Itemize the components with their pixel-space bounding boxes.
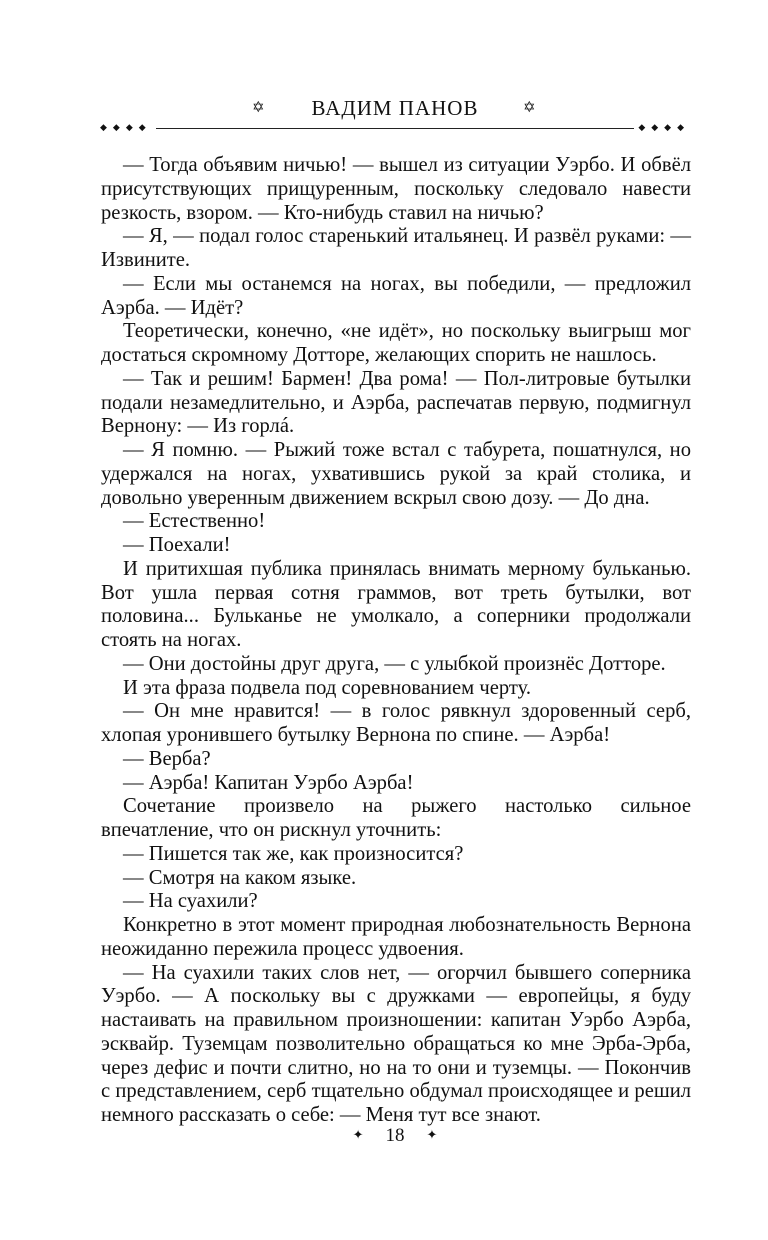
paragraph: — Так и решим! Бармен! Два рома! — Пол-литровые бутылки подали незамедлительно, и Аэрба, распечатав первую, подмигнул Вернону: — Из горлá. [101, 367, 691, 438]
paragraph: — Тогда объявим ничью! — вышел из ситуации Уэрбо. И обвёл присутствующих прищуренным, поскольку следовало навести резкость, взором. — Кто-нибудь ставил на ничью? [101, 154, 691, 224]
body-text [101, 154, 691, 1128]
paragraph: — Они достойны друг друга, — с улыбкой произнёс Дотторе. [123, 652, 666, 675]
paragraph: Сочетание произвело на рыжего настолько сильное впечатление, что он рискнул уточнить: [101, 795, 691, 841]
paragraph: — Если мы останемся на ногах, вы победили, — предложил Аэрба. — Идёт? [101, 272, 691, 319]
paragraph: — Пишется так же, как произносится? [123, 842, 464, 865]
paragraph: — На суахили? [123, 890, 258, 913]
paragraph: — Поехали! [123, 534, 231, 556]
star-ornament-right: ✡ [523, 100, 536, 116]
paragraph: — Естественно! [123, 510, 266, 533]
paragraph: — Верба? [123, 747, 211, 770]
paragraph: — Я, — подал голос старенький итальянец. И развёл руками: — Извините. [101, 225, 691, 271]
dots-ornament-left: ◆◆◆◆ [100, 120, 156, 134]
paragraph: И эта фраза подвела под соревнованием черту. [123, 676, 531, 699]
paragraph: — Аэрба! Капитан Уэрбо Аэрба! [123, 771, 414, 794]
paragraph: — На суахили таких слов нет, — огорчил бывшего соперника Уэрбо. — А поскольку вы с дружками — европейцы, я буду настаивать на правильном произношении: капитан Уэрбо Аэрба, эсквайр. Туземцам позволительно обращаться ко мне Эрба-Эрба, через дефис и почти слитно, но на то они и туземцы. — Покончив с представлением, серб тщательно обдумал происходящее и решил немного рассказать о себе: — Меня тут все знают. [101, 961, 691, 1126]
paragraph: — Я помню. — Рыжий тоже встал с табурета, пошатнулся, но удержался на ногах, ухватившись рукой за край столика, и довольно уверенным движением вскрыл свою дозу. — До дна. [101, 439, 691, 509]
paragraph: Конкретно в этот момент природная любознательность Вернона неожиданно пережила процесс удвоения. [101, 914, 691, 960]
diamond-ornament-right: ✦ [426, 1127, 438, 1142]
paragraph: И притихшая публика принялась внимать мерному бульканью. Вот ушла первая сотня граммов, вот треть бутылки, вот половина... Бульканье не умолкало, а соперники продолжали стоять на ногах. [101, 557, 691, 651]
diamond-ornament-left: ✦ [352, 1127, 364, 1142]
page-footer [100, 1125, 690, 1147]
paragraph: Теоретически, конечно, «не идёт», но поскольку выигрыш мог достаться скромному Дотторе, желающих спорить не нашлось. [101, 320, 691, 366]
paragraph: — Смотря на каком языке. [123, 866, 357, 889]
running-header [100, 92, 690, 142]
star-ornament-left: ✡ [252, 100, 265, 116]
header-rule [100, 128, 690, 129]
author-name: ВАДИМ ПАНОВ [311, 96, 479, 120]
dots-ornament-right: ◆◆◆◆ [634, 120, 690, 134]
paragraph: — Он мне нравится! — в голос рявкнул здоровенный серб, хлопая уронившего бутылку Вернона по спине. — Аэрба! [101, 700, 691, 746]
page-number: 18 [385, 1125, 405, 1146]
